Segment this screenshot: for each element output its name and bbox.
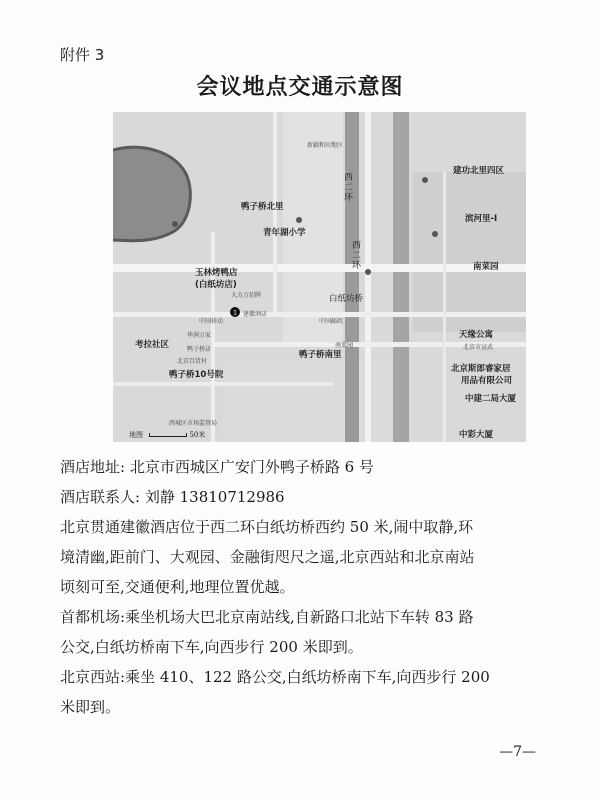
map-label-yulinkaoya: 玉林烤鸭店 [195, 268, 238, 278]
map-label-zhongcai: 中彩大厦 [459, 430, 494, 440]
map-scale [129, 430, 205, 440]
map-label-xierhuan-a: 西二环 [342, 172, 352, 202]
svg-text:1: 1 [233, 309, 237, 317]
map-label-nancaiyuan: 南菜园 [473, 262, 499, 272]
west-station-line-1: 北京西站:乘坐 410、122 路公交,白纸坊桥南下车,向西步行 200 [60, 668, 490, 686]
scale-bar [149, 433, 187, 437]
address-value: 北京市西城区广安门外鸭子桥路 6 号 [129, 458, 374, 476]
map-label-yaziqiao10: 鸭子桥10号院 [169, 370, 224, 380]
desc-line-2: 境清幽,距前门、大观园、金融街咫尺之遥,北京西站和北京南站 [60, 548, 475, 566]
contact-line [60, 482, 560, 512]
map-small-9: 南菜园 [335, 342, 354, 349]
airport-line-2: 公交,白纸坊桥南下车,向西步行 200 米即到。 [60, 638, 363, 656]
map-small-6: 北京百货村 [177, 358, 208, 365]
airport-line-1: 首都机场:乘坐机场大巴北京南站线,自新路口北站下车转 83 路 [60, 608, 474, 626]
map-label-binhe: 滨河里-I [465, 214, 498, 224]
map-small-1: 新疆和田地区 [307, 142, 344, 149]
contact-label: 酒店联系人: [60, 488, 141, 506]
map-label-jianshebei: 建功北里四区 [453, 166, 505, 176]
map-label-yaziqiaonanli: 鸭子桥南里 [299, 350, 342, 360]
attachment-label: 附件 3 [60, 46, 105, 64]
west-station-line-2: 米即到。 [60, 698, 121, 716]
address-label: 酒店地址: [60, 458, 126, 476]
map-label-tianyuan: 天缘公寓 [459, 330, 494, 340]
map-label-yongpin: 用品有限公司 [461, 376, 513, 386]
map-label-xierhuan-b: 西二环 [350, 240, 360, 270]
map-small-8: 鸭子桥店 [187, 346, 212, 353]
map-small-7: 北京市宣武 [463, 344, 494, 351]
desc-line-1: 北京贯通建徽酒店位于西二环白纸坊桥西约 50 米,闹中取静,环 [60, 518, 474, 536]
page-number: —7— [499, 744, 536, 760]
desc-line-3: 顷刻可至,交通便利,地理位置优越。 [60, 578, 295, 596]
map-label-yaziqiaobeili: 鸭子桥北里 [241, 202, 284, 212]
contact-value: 刘静 13810712986 [144, 488, 285, 506]
page-title: 会议地点交通示意图 [196, 75, 404, 100]
map-label-hotel: 建徽酒店 [243, 311, 268, 318]
map-small-10: 西城区市场监督局 [169, 420, 218, 427]
map-label-beijingsilan: 北京斯郎睿家居 [451, 364, 511, 374]
map-small-2: 大方万招牌 [231, 292, 262, 299]
body-text [60, 452, 560, 722]
map-label-baizhifang-branch: (白纸坊店) [195, 280, 237, 290]
address-line [60, 452, 560, 482]
map-small-3: 中国移动 [199, 318, 224, 325]
map-small-4: 中国邮政 [319, 318, 344, 325]
map-small-5: 华润万家 [187, 332, 212, 339]
location-map [113, 112, 526, 442]
map-label-kaola: 考拉社区 [135, 340, 170, 350]
scale-label: 50米 [189, 431, 206, 439]
map-watermark: 地图 [129, 431, 143, 439]
map-label-baizhifangqiao: 白纸坊桥 [329, 294, 364, 304]
map-label-zhongjian: 中建二局大厦 [465, 394, 517, 404]
map-label-qingnianhu: 青年湖小学 [263, 228, 306, 238]
